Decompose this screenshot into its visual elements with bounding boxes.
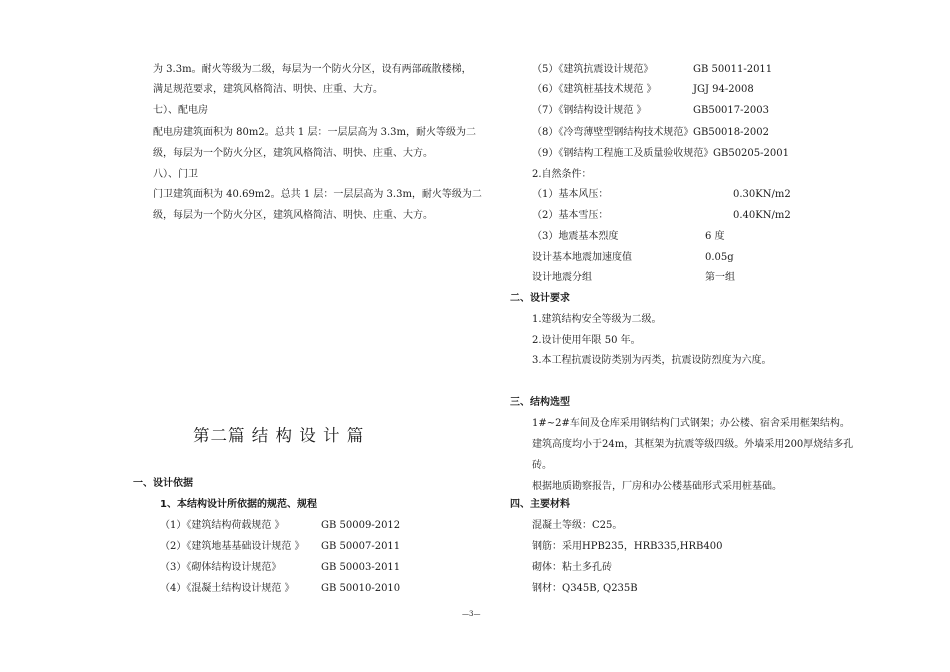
- wind-pressure-label: （1）基本风压：: [532, 189, 609, 200]
- structure-paragraph-line: 建筑高度均小于24m，其框架为抗震等级四级。外墙采用200厚烧结多孔: [532, 439, 854, 450]
- left-paragraph-line: 满足规范要求，建筑风格简洁、明快、庄重、大方。: [153, 84, 383, 95]
- structure-paragraph-line: 1#~2#车间及仓库采用钢结构门式钢架；办公楼、宿舍采用框架结构。: [532, 418, 850, 429]
- seismic-intensity-value: 6 度: [705, 231, 725, 242]
- left-paragraph-line: 级，每层为一个防火分区，建筑风格简洁、明快、庄重、大方。: [153, 148, 433, 159]
- code-name: （7）《钢结构设计规范 》: [532, 105, 647, 116]
- code-name: （6）《建筑桩基技术规范 》: [532, 84, 657, 95]
- seismic-accel-value: 0.05g: [705, 252, 734, 263]
- section-heading-materials: 四、主要材料: [510, 499, 570, 510]
- code-number: GB50017-2003: [693, 105, 769, 116]
- wind-pressure-value: 0.30KN/m2: [733, 189, 791, 200]
- left-paragraph-line: 为 3.3m。耐火等级为二级，每层为一个防火分区，设有两部疏散楼梯，: [153, 64, 472, 75]
- subsection-heading-codes: 1、本结构设计所依据的规范、规程: [160, 499, 317, 510]
- section-heading-structure: 三、结构选型: [510, 397, 570, 408]
- code-number: GB50018-2002: [693, 127, 769, 138]
- structure-paragraph-line: 根据地质勘察报告，厂房和办公楼基础形式采用桩基础。: [532, 481, 782, 492]
- chapter-title: 第二篇 结 构 设 计 篇: [193, 426, 365, 445]
- seismic-group-value: 第一组: [705, 272, 735, 283]
- section-heading-7: 七）、配电房: [153, 105, 208, 116]
- snow-pressure-label: （2）基本雪压：: [532, 210, 609, 221]
- code-number: GB 50009-2012: [321, 520, 401, 531]
- code-number: GB50205-2001: [713, 148, 789, 159]
- seismic-accel-label: 设计基本地震加速度值: [532, 252, 632, 263]
- structure-paragraph-line: 砖。: [532, 460, 552, 471]
- code-name: （2）《建筑地基基础设计规范 》: [160, 541, 305, 552]
- seismic-intensity-label: （3）地震基本烈度: [532, 231, 619, 242]
- material-item: 砌体：粘土多孔砖: [532, 562, 612, 573]
- section-heading-8: 八）、门卫: [153, 169, 198, 180]
- page-number: —3—: [462, 610, 481, 618]
- code-number: GB 50003-2011: [321, 562, 401, 573]
- section-heading-requirements: 二、设计要求: [510, 293, 570, 304]
- left-paragraph-line: 配电房建筑面积为 80m2。总共 1 层：一层层高为 3.3m，耐火等级为二: [153, 127, 477, 138]
- material-item: 混凝土等级：C25。: [532, 520, 623, 531]
- code-number: GB 50010-2010: [321, 583, 401, 594]
- code-name: （5）《建筑抗震设计规范》: [532, 64, 654, 75]
- section-heading-basis: 一、设计依据: [133, 478, 193, 489]
- material-item: 钢筋：采用HPB235，HRB335,HRB400: [532, 541, 723, 552]
- code-name: （3）《砌体结构设计规范》: [160, 562, 282, 573]
- code-name: （4）《混凝土结构设计规范 》: [160, 583, 295, 594]
- requirement-item: 2.设计使用年限 50 年。: [532, 335, 641, 346]
- left-paragraph-line: 级，每层为一个防火分区，建筑风格简洁、明快、庄重、大方。: [153, 210, 433, 221]
- seismic-group-label: 设计地震分组: [532, 272, 592, 283]
- code-number: GB 50007-2011: [321, 541, 401, 552]
- natural-conditions-heading: 2.自然条件：: [532, 169, 592, 180]
- requirement-item: 3.本工程抗震设防类别为丙类，抗震设防烈度为六度。: [532, 355, 772, 366]
- code-name: （1）《建筑结构荷载规范 》: [160, 520, 285, 531]
- code-number: GB 50011-2011: [693, 64, 773, 75]
- left-paragraph-line: 门卫建筑面积为 40.69m2。总共 1 层：一层层高为 3.3m，耐火等级为二: [153, 189, 482, 200]
- requirement-item: 1.建筑结构安全等级为二级。: [532, 314, 662, 325]
- code-name: （8）《冷弯薄壁型钢结构技术规范》: [532, 127, 694, 138]
- code-number: JGJ 94-2008: [693, 84, 754, 95]
- material-item: 钢材：Q345B, Q235B: [532, 583, 638, 594]
- snow-pressure-value: 0.40KN/m2: [733, 210, 791, 221]
- code-name: （9）《钢结构工程施工及质量验收规范》: [532, 148, 714, 159]
